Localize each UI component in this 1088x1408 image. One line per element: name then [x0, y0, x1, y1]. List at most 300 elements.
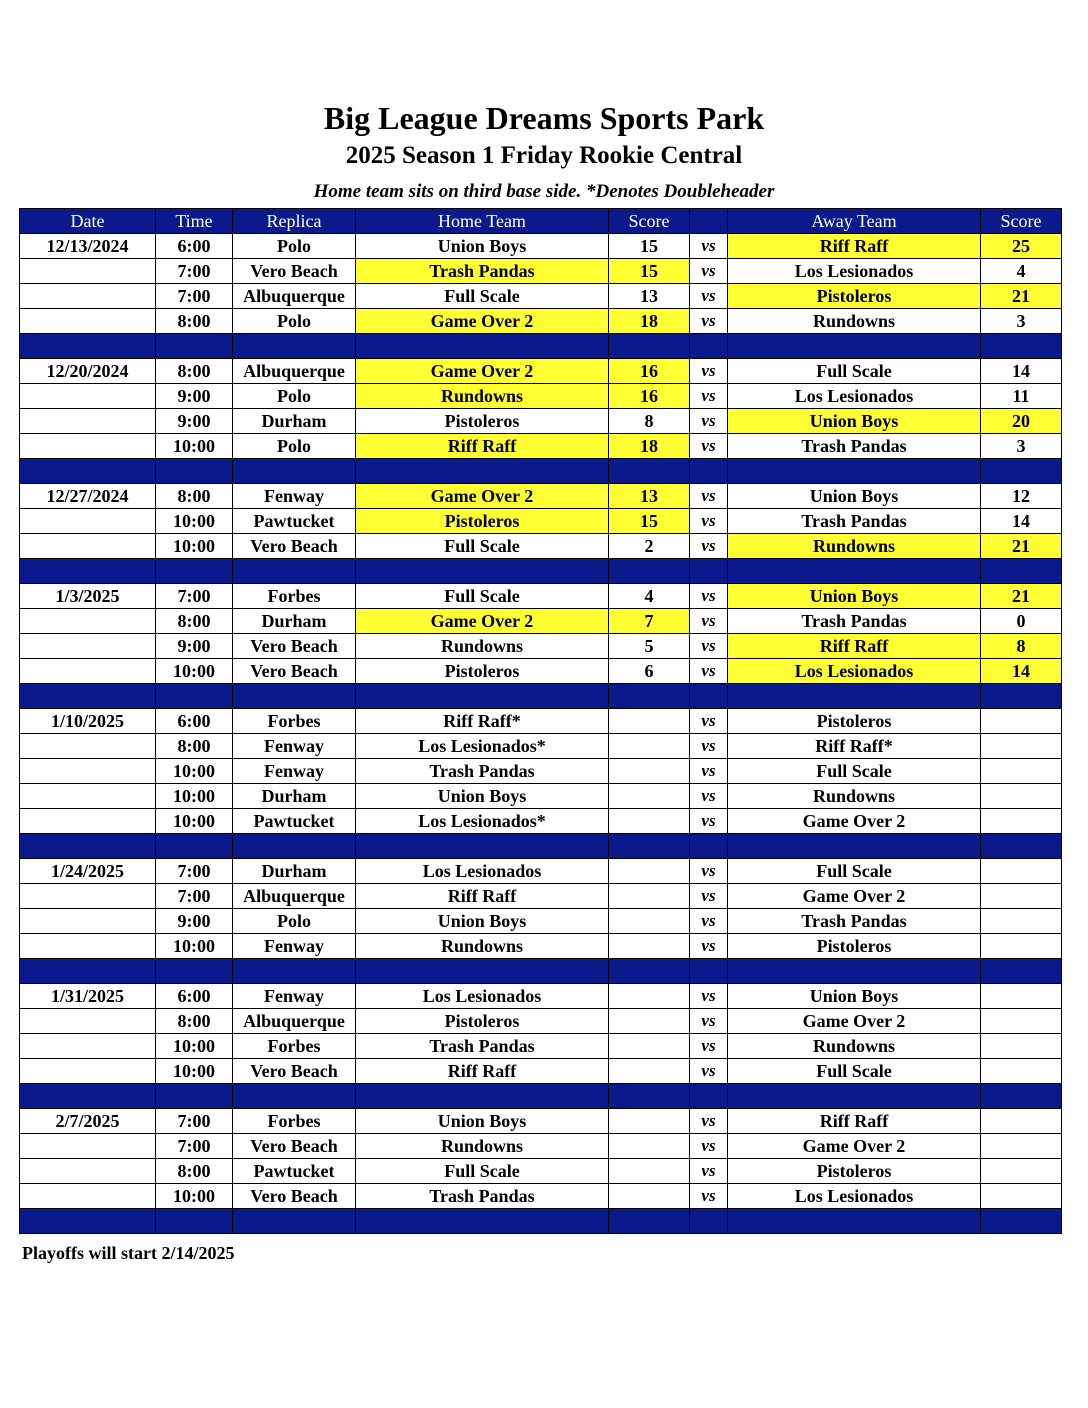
- table-row: [20, 909, 1062, 934]
- vs-cell: vs: [690, 484, 728, 509]
- date-cell: [20, 734, 156, 759]
- time-cell: 8:00: [156, 1159, 233, 1184]
- separator-cell: [156, 459, 233, 484]
- separator-cell: [690, 1209, 728, 1234]
- table-header-row: [20, 209, 1062, 234]
- home-score-cell: [609, 859, 690, 884]
- time-cell: 10:00: [156, 509, 233, 534]
- replica-cell: Pawtucket: [233, 1159, 356, 1184]
- home-score-cell: 18: [609, 434, 690, 459]
- date-cell: [20, 384, 156, 409]
- home-score-cell: 16: [609, 359, 690, 384]
- date-cell: [20, 809, 156, 834]
- home-team-cell: Game Over 2: [356, 484, 609, 509]
- separator-cell: [356, 1209, 609, 1234]
- away-score-cell: [981, 884, 1062, 909]
- time-cell: 8:00: [156, 484, 233, 509]
- away-team-cell: Pistoleros: [728, 1159, 981, 1184]
- time-cell: 10:00: [156, 534, 233, 559]
- home-score-cell: 5: [609, 634, 690, 659]
- date-cell: [20, 909, 156, 934]
- home-score-cell: 7: [609, 609, 690, 634]
- column-header-away-team: Away Team: [728, 209, 981, 234]
- table-row: [20, 434, 1062, 459]
- table-row: [20, 584, 1062, 609]
- date-cell: [20, 1159, 156, 1184]
- separator-cell: [690, 959, 728, 984]
- replica-cell: Fenway: [233, 984, 356, 1009]
- table-row: [20, 1009, 1062, 1034]
- away-score-cell: [981, 984, 1062, 1009]
- time-cell: 6:00: [156, 234, 233, 259]
- separator-cell: [233, 1209, 356, 1234]
- date-cell: [20, 309, 156, 334]
- separator-cell: [981, 684, 1062, 709]
- date-cell: 1/31/2025: [20, 984, 156, 1009]
- home-team-cell: Union Boys: [356, 1109, 609, 1134]
- separator-cell: [156, 834, 233, 859]
- home-team-cell: Game Over 2: [356, 609, 609, 634]
- table-row: [20, 1184, 1062, 1209]
- date-cell: [20, 1034, 156, 1059]
- week-separator-row: [20, 1084, 1062, 1109]
- time-cell: 10:00: [156, 1059, 233, 1084]
- table-row: [20, 509, 1062, 534]
- separator-cell: [20, 334, 156, 359]
- date-cell: [20, 659, 156, 684]
- away-team-cell: Trash Pandas: [728, 609, 981, 634]
- column-header-home-score: Score: [609, 209, 690, 234]
- separator-cell: [20, 834, 156, 859]
- away-score-cell: 3: [981, 309, 1062, 334]
- date-cell: [20, 609, 156, 634]
- date-cell: 1/10/2025: [20, 709, 156, 734]
- table-row: [20, 284, 1062, 309]
- home-score-cell: 16: [609, 384, 690, 409]
- home-score-cell: 18: [609, 309, 690, 334]
- vs-cell: vs: [690, 609, 728, 634]
- away-team-cell: Riff Raff: [728, 1109, 981, 1134]
- separator-cell: [728, 334, 981, 359]
- vs-cell: vs: [690, 1134, 728, 1159]
- away-team-cell: Rundowns: [728, 309, 981, 334]
- separator-cell: [233, 834, 356, 859]
- date-cell: [20, 259, 156, 284]
- replica-cell: Forbes: [233, 584, 356, 609]
- away-team-cell: Pistoleros: [728, 284, 981, 309]
- week-separator-row: [20, 1209, 1062, 1234]
- away-team-cell: Riff Raff: [728, 234, 981, 259]
- separator-cell: [690, 834, 728, 859]
- home-score-cell: [609, 709, 690, 734]
- date-cell: [20, 634, 156, 659]
- home-score-cell: 2: [609, 534, 690, 559]
- away-score-cell: 14: [981, 659, 1062, 684]
- week-separator-row: [20, 559, 1062, 584]
- home-team-cell: Riff Raff: [356, 884, 609, 909]
- away-score-cell: [981, 1184, 1062, 1209]
- replica-cell: Durham: [233, 609, 356, 634]
- home-team-cell: Rundowns: [356, 934, 609, 959]
- home-team-cell: Riff Raff: [356, 434, 609, 459]
- separator-cell: [156, 1209, 233, 1234]
- time-cell: 10:00: [156, 1184, 233, 1209]
- separator-cell: [609, 1209, 690, 1234]
- column-header-time: Time: [156, 209, 233, 234]
- separator-cell: [981, 834, 1062, 859]
- separator-cell: [356, 459, 609, 484]
- date-cell: [20, 534, 156, 559]
- away-team-cell: Game Over 2: [728, 1134, 981, 1159]
- table-row: [20, 634, 1062, 659]
- vs-cell: vs: [690, 284, 728, 309]
- separator-cell: [609, 1084, 690, 1109]
- separator-cell: [20, 559, 156, 584]
- replica-cell: Polo: [233, 909, 356, 934]
- home-score-cell: 8: [609, 409, 690, 434]
- replica-cell: Vero Beach: [233, 259, 356, 284]
- replica-cell: Polo: [233, 434, 356, 459]
- away-team-cell: Union Boys: [728, 409, 981, 434]
- separator-cell: [609, 684, 690, 709]
- separator-cell: [233, 1084, 356, 1109]
- separator-cell: [20, 684, 156, 709]
- replica-cell: Pawtucket: [233, 509, 356, 534]
- away-score-cell: [981, 1059, 1062, 1084]
- table-row: [20, 409, 1062, 434]
- home-score-cell: [609, 934, 690, 959]
- home-team-cell: Los Lesionados*: [356, 809, 609, 834]
- separator-cell: [981, 959, 1062, 984]
- away-team-cell: Trash Pandas: [728, 909, 981, 934]
- vs-cell: vs: [690, 1059, 728, 1084]
- column-header-home-team: Home Team: [356, 209, 609, 234]
- vs-cell: vs: [690, 809, 728, 834]
- away-team-cell: Union Boys: [728, 584, 981, 609]
- table-row: [20, 384, 1062, 409]
- separator-cell: [728, 959, 981, 984]
- time-cell: 7:00: [156, 1109, 233, 1134]
- away-score-cell: [981, 934, 1062, 959]
- separator-cell: [20, 459, 156, 484]
- away-team-cell: Full Scale: [728, 759, 981, 784]
- away-score-cell: 12: [981, 484, 1062, 509]
- replica-cell: Forbes: [233, 1109, 356, 1134]
- separator-cell: [690, 684, 728, 709]
- column-header-replica: Replica: [233, 209, 356, 234]
- separator-cell: [20, 1084, 156, 1109]
- home-team-cell: Riff Raff: [356, 1059, 609, 1084]
- table-row: [20, 234, 1062, 259]
- replica-cell: Vero Beach: [233, 659, 356, 684]
- separator-cell: [156, 684, 233, 709]
- page-title: Big League Dreams Sports Park: [323, 100, 765, 136]
- away-team-cell: Rundowns: [728, 1034, 981, 1059]
- date-cell: [20, 1059, 156, 1084]
- time-cell: 9:00: [156, 384, 233, 409]
- away-team-cell: Union Boys: [728, 484, 981, 509]
- page-subtitle: 2025 Season 1 Friday Rookie Central: [345, 142, 743, 169]
- separator-cell: [156, 1084, 233, 1109]
- away-team-cell: Los Lesionados: [728, 259, 981, 284]
- replica-cell: Vero Beach: [233, 1134, 356, 1159]
- table-row: [20, 1109, 1062, 1134]
- home-score-cell: [609, 1009, 690, 1034]
- home-team-cell: Riff Raff*: [356, 709, 609, 734]
- date-cell: [20, 1009, 156, 1034]
- away-score-cell: 21: [981, 534, 1062, 559]
- away-team-cell: Los Lesionados: [728, 384, 981, 409]
- vs-cell: vs: [690, 509, 728, 534]
- vs-cell: vs: [690, 709, 728, 734]
- vs-cell: vs: [690, 859, 728, 884]
- vs-cell: vs: [690, 759, 728, 784]
- separator-cell: [728, 684, 981, 709]
- away-score-cell: 14: [981, 359, 1062, 384]
- vs-cell: vs: [690, 734, 728, 759]
- home-team-cell: Trash Pandas: [356, 1034, 609, 1059]
- separator-cell: [156, 559, 233, 584]
- home-score-cell: 6: [609, 659, 690, 684]
- vs-cell: vs: [690, 584, 728, 609]
- home-team-cell: Pistoleros: [356, 509, 609, 534]
- time-cell: 10:00: [156, 1034, 233, 1059]
- time-cell: 7:00: [156, 884, 233, 909]
- away-team-cell: Union Boys: [728, 984, 981, 1009]
- table-row: [20, 1159, 1062, 1184]
- time-cell: 8:00: [156, 1009, 233, 1034]
- date-cell: [20, 1184, 156, 1209]
- table-row: [20, 984, 1062, 1009]
- table-row: [20, 1059, 1062, 1084]
- away-score-cell: 21: [981, 284, 1062, 309]
- home-score-cell: [609, 1184, 690, 1209]
- home-team-cell: Pistoleros: [356, 659, 609, 684]
- vs-cell: vs: [690, 409, 728, 434]
- separator-cell: [981, 1209, 1062, 1234]
- home-team-cell: Los Lesionados: [356, 984, 609, 1009]
- date-cell: [20, 434, 156, 459]
- separator-cell: [728, 459, 981, 484]
- away-score-cell: [981, 809, 1062, 834]
- date-cell: [20, 509, 156, 534]
- table-row: [20, 259, 1062, 284]
- separator-cell: [609, 834, 690, 859]
- home-score-cell: 13: [609, 484, 690, 509]
- separator-cell: [233, 684, 356, 709]
- away-team-cell: Rundowns: [728, 534, 981, 559]
- replica-cell: Polo: [233, 384, 356, 409]
- away-score-cell: [981, 1109, 1062, 1134]
- time-cell: 9:00: [156, 909, 233, 934]
- week-separator-row: [20, 459, 1062, 484]
- home-team-cell: Los Lesionados: [356, 859, 609, 884]
- separator-cell: [981, 1084, 1062, 1109]
- home-score-cell: [609, 734, 690, 759]
- date-cell: [20, 759, 156, 784]
- date-cell: [20, 784, 156, 809]
- table-row: [20, 609, 1062, 634]
- table-row: [20, 734, 1062, 759]
- vs-cell: vs: [690, 934, 728, 959]
- time-cell: 8:00: [156, 309, 233, 334]
- time-cell: 8:00: [156, 609, 233, 634]
- separator-cell: [981, 559, 1062, 584]
- home-team-cell: Los Lesionados*: [356, 734, 609, 759]
- replica-cell: Polo: [233, 309, 356, 334]
- time-cell: 10:00: [156, 934, 233, 959]
- home-team-cell: Trash Pandas: [356, 759, 609, 784]
- time-cell: 10:00: [156, 434, 233, 459]
- away-team-cell: Riff Raff*: [728, 734, 981, 759]
- home-team-cell: Full Scale: [356, 284, 609, 309]
- replica-cell: Vero Beach: [233, 1059, 356, 1084]
- vs-cell: vs: [690, 434, 728, 459]
- vs-cell: vs: [690, 634, 728, 659]
- home-team-cell: Trash Pandas: [356, 1184, 609, 1209]
- replica-cell: Pawtucket: [233, 809, 356, 834]
- vs-cell: vs: [690, 1109, 728, 1134]
- vs-cell: vs: [690, 384, 728, 409]
- away-team-cell: Los Lesionados: [728, 1184, 981, 1209]
- home-score-cell: [609, 1109, 690, 1134]
- replica-cell: Fenway: [233, 734, 356, 759]
- away-team-cell: Game Over 2: [728, 1009, 981, 1034]
- date-cell: 12/27/2024: [20, 484, 156, 509]
- separator-cell: [156, 334, 233, 359]
- away-score-cell: [981, 1134, 1062, 1159]
- time-cell: 7:00: [156, 259, 233, 284]
- away-team-cell: Full Scale: [728, 1059, 981, 1084]
- away-team-cell: Full Scale: [728, 859, 981, 884]
- home-score-cell: 15: [609, 234, 690, 259]
- away-team-cell: Pistoleros: [728, 709, 981, 734]
- separator-cell: [690, 1084, 728, 1109]
- vs-cell: vs: [690, 309, 728, 334]
- table-row: [20, 784, 1062, 809]
- away-team-cell: Full Scale: [728, 359, 981, 384]
- date-cell: [20, 409, 156, 434]
- time-cell: 7:00: [156, 284, 233, 309]
- column-header-away-score: Score: [981, 209, 1062, 234]
- separator-cell: [233, 959, 356, 984]
- separator-cell: [356, 834, 609, 859]
- time-cell: 7:00: [156, 1134, 233, 1159]
- separator-cell: [609, 459, 690, 484]
- away-team-cell: Game Over 2: [728, 809, 981, 834]
- separator-cell: [690, 334, 728, 359]
- home-team-cell: Game Over 2: [356, 309, 609, 334]
- date-cell: 1/24/2025: [20, 859, 156, 884]
- away-score-cell: [981, 734, 1062, 759]
- schedule-note: Home team sits on third base side. *Denotes Doubleheader: [313, 181, 775, 202]
- home-score-cell: [609, 1034, 690, 1059]
- separator-cell: [233, 334, 356, 359]
- replica-cell: Albuquerque: [233, 1009, 356, 1034]
- separator-cell: [609, 959, 690, 984]
- home-score-cell: [609, 1134, 690, 1159]
- separator-cell: [233, 559, 356, 584]
- date-cell: [20, 284, 156, 309]
- separator-cell: [981, 334, 1062, 359]
- away-team-cell: Game Over 2: [728, 884, 981, 909]
- date-cell: 2/7/2025: [20, 1109, 156, 1134]
- vs-cell: vs: [690, 1184, 728, 1209]
- replica-cell: Albuquerque: [233, 359, 356, 384]
- schedule-table: [19, 208, 1062, 1234]
- time-cell: 9:00: [156, 634, 233, 659]
- separator-cell: [356, 684, 609, 709]
- away-score-cell: [981, 709, 1062, 734]
- home-score-cell: [609, 759, 690, 784]
- home-score-cell: 15: [609, 259, 690, 284]
- away-score-cell: 8: [981, 634, 1062, 659]
- separator-cell: [356, 334, 609, 359]
- vs-cell: vs: [690, 909, 728, 934]
- away-score-cell: 25: [981, 234, 1062, 259]
- time-cell: 10:00: [156, 659, 233, 684]
- table-row: [20, 659, 1062, 684]
- away-score-cell: [981, 1009, 1062, 1034]
- time-cell: 6:00: [156, 984, 233, 1009]
- table-row: [20, 809, 1062, 834]
- separator-cell: [690, 459, 728, 484]
- vs-cell: vs: [690, 259, 728, 284]
- replica-cell: Fenway: [233, 934, 356, 959]
- replica-cell: Forbes: [233, 1034, 356, 1059]
- table-row: [20, 709, 1062, 734]
- week-separator-row: [20, 959, 1062, 984]
- time-cell: 9:00: [156, 409, 233, 434]
- replica-cell: Albuquerque: [233, 284, 356, 309]
- away-team-cell: Trash Pandas: [728, 509, 981, 534]
- home-team-cell: Trash Pandas: [356, 259, 609, 284]
- date-cell: [20, 1134, 156, 1159]
- vs-cell: vs: [690, 984, 728, 1009]
- time-cell: 10:00: [156, 809, 233, 834]
- week-separator-row: [20, 334, 1062, 359]
- vs-cell: vs: [690, 1009, 728, 1034]
- away-team-cell: Rundowns: [728, 784, 981, 809]
- home-score-cell: [609, 909, 690, 934]
- away-score-cell: 14: [981, 509, 1062, 534]
- vs-cell: vs: [690, 1034, 728, 1059]
- table-row: [20, 1134, 1062, 1159]
- away-score-cell: 4: [981, 259, 1062, 284]
- home-score-cell: 13: [609, 284, 690, 309]
- replica-cell: Fenway: [233, 759, 356, 784]
- separator-cell: [609, 559, 690, 584]
- vs-cell: vs: [690, 884, 728, 909]
- home-team-cell: Rundowns: [356, 1134, 609, 1159]
- playoffs-note: Playoffs will start 2/14/2025: [22, 1243, 235, 1263]
- away-score-cell: [981, 1034, 1062, 1059]
- separator-cell: [20, 959, 156, 984]
- date-cell: [20, 934, 156, 959]
- vs-cell: vs: [690, 784, 728, 809]
- time-cell: 10:00: [156, 759, 233, 784]
- vs-cell: vs: [690, 1159, 728, 1184]
- time-cell: 10:00: [156, 784, 233, 809]
- replica-cell: Vero Beach: [233, 534, 356, 559]
- replica-cell: Vero Beach: [233, 1184, 356, 1209]
- separator-cell: [728, 1084, 981, 1109]
- vs-cell: vs: [690, 659, 728, 684]
- table-row: [20, 359, 1062, 384]
- home-team-cell: Full Scale: [356, 534, 609, 559]
- away-team-cell: Los Lesionados: [728, 659, 981, 684]
- week-separator-row: [20, 834, 1062, 859]
